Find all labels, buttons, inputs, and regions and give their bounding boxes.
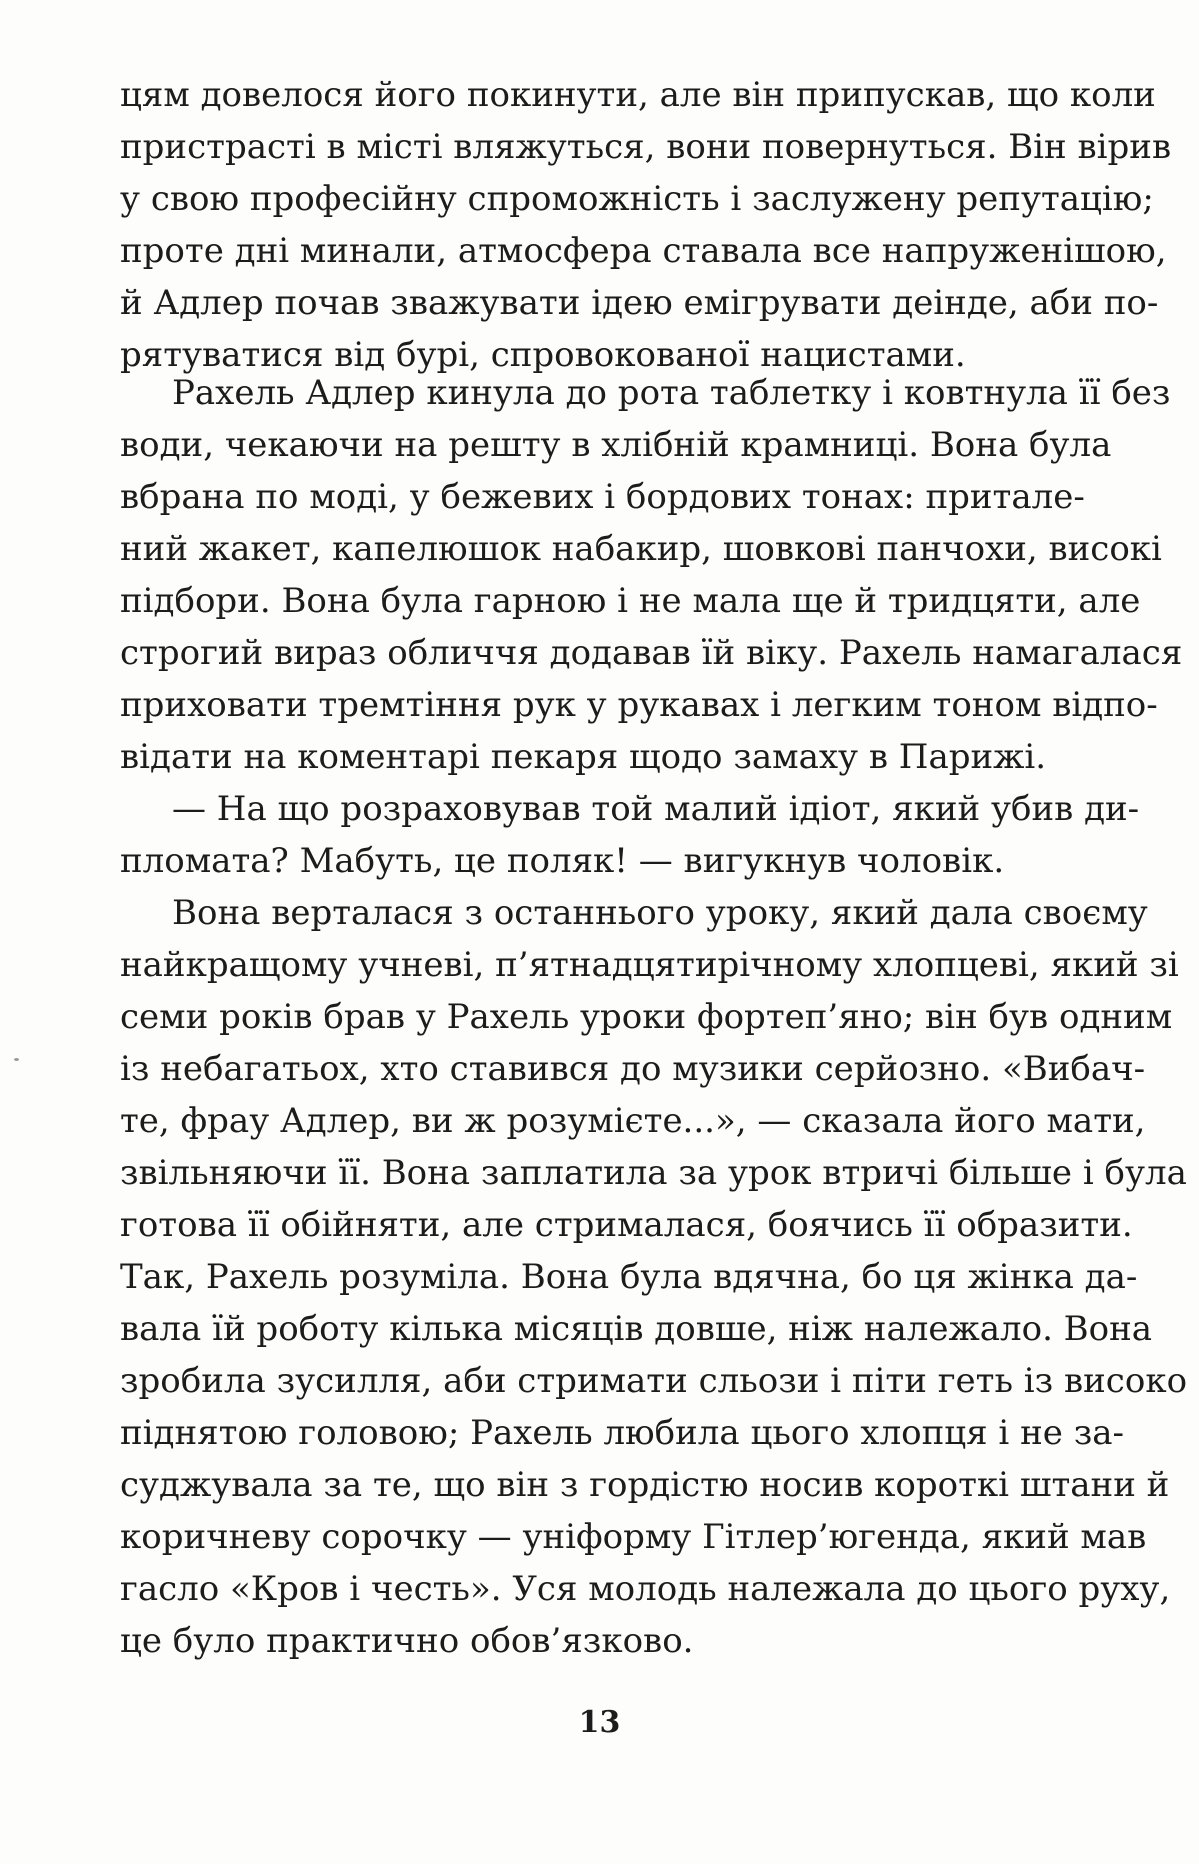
text-line: коричневу сорочку — уніформу Гітлер’югенда, який мав (120, 1517, 1147, 1557)
page-number: 13 (578, 1705, 621, 1740)
text-line: й Адлер почав зважувати ідею емігрувати деінде, аби по- (120, 283, 1159, 323)
text-line: вбрана по моді, у бежевих і бордових тонах: притале- (120, 477, 1085, 517)
text-line: води, чекаючи на решту в хлібній крамниці. Вона була (120, 425, 1112, 465)
text-line: підбори. Вона була гарною і не мала ще й тридцяти, але (120, 581, 1141, 621)
text-line: суджувала за те, що він з гордістю носив короткі штани й (120, 1465, 1170, 1505)
paragraph-1 (120, 69, 1172, 381)
text-line: цям довелося його покинути, але він припускав, що коли (120, 75, 1156, 115)
scan-speck (14, 1058, 19, 1061)
text-line: те, фрау Адлер, ви ж розумієте...», — сказала його мати, (120, 1101, 1146, 1141)
text-line: Вона верталася з останнього уроку, який дала своєму (172, 893, 1148, 933)
text-line: найкращому учневі, п’ятнадцятирічному хлопцеві, який зі (120, 945, 1179, 985)
text-line: у свою професійну спроможність і заслужену репутацію; (120, 179, 1154, 219)
text-line: піднятою головою; Рахель любила цього хлопця і не за- (120, 1413, 1124, 1453)
paragraph-3 (120, 783, 1140, 887)
text-line: відати на коментарі пекаря щодо замаху в Парижі. (120, 737, 1047, 777)
text-line: рятуватися від бурі, спровокованої нацистами. (120, 335, 966, 375)
text-line: готова її обійняти, але стрималася, боячись її образити. (120, 1205, 1133, 1245)
text-line: гасло «Кров і честь». Уся молодь належала до цього руху, (120, 1569, 1171, 1609)
text-line: зробила зусилля, аби стримати сльози і піти геть із високо (120, 1361, 1188, 1401)
text-line: пломата? Мабуть, це поляк! — вигукнув чоловік. (120, 841, 1005, 881)
text-line: вала їй роботу кілька місяців довше, ніж належало. Вона (120, 1309, 1153, 1349)
text-line: семи років брав у Рахель уроки фортеп’яно; він був одним (120, 997, 1173, 1037)
text-line: пристрасті в місті вляжуться, вони повернуться. Він вірив (120, 127, 1172, 167)
text-line: — На що розраховував той малий ідіот, який убив ди- (172, 789, 1140, 829)
text-line: це було практично обов’язково. (120, 1621, 694, 1661)
text-line: Рахель Адлер кинула до рота таблетку і ковтнула її без (172, 373, 1171, 413)
text-line: ний жакет, капелюшок набакир, шовкові панчохи, високі (120, 529, 1162, 569)
text-line: приховати тремтіння рук у рукавах і легким тоном відпо- (120, 685, 1158, 725)
text-line: проте дні минали, атмосфера ставала все напруженішою, (120, 231, 1167, 271)
text-line: строгий вираз обличчя додавав їй віку. Рахель намагалася (120, 633, 1183, 673)
text-line: Так, Рахель розуміла. Вона була вдячна, бо ця жінка да- (120, 1257, 1138, 1297)
paragraph-2 (120, 367, 1183, 783)
text-line: із небагатьох, хто ставився до музики серйозно. «Вибач- (120, 1049, 1146, 1089)
paragraph-4 (120, 887, 1188, 1667)
text-line: звільняючи її. Вона заплатила за урок втричі більше і була (120, 1153, 1187, 1193)
